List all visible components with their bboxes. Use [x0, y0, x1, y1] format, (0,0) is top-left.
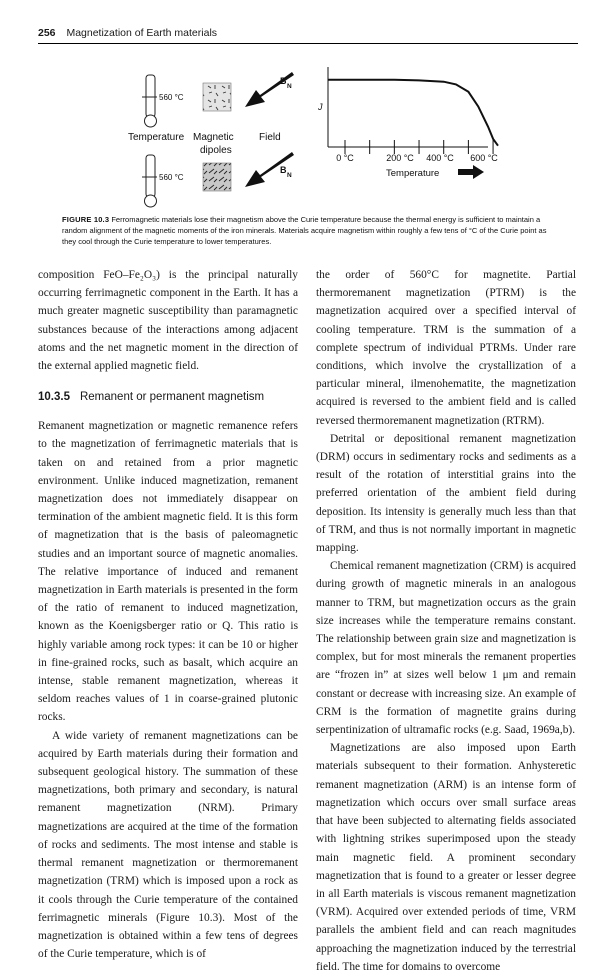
caption-label: FIGURE 10.3 [62, 215, 110, 224]
random-dipoles-icon [203, 83, 231, 111]
thermometer-top-label: 560 °C [159, 93, 184, 102]
curie-chart [317, 67, 498, 179]
running-title: Magnetization of Earth materials [66, 27, 218, 39]
paragraph: Chemical remanent magnetization (CRM) is acquired during growth of magnetic minerals in an analogous manner to TRM, but magnetization occurs as the grain size increases while the temperature remains constant. The relationship between grain size and magnetization is complex, but for most minerals the remanent properties are “frozen in” at sizes well below 1 μm and remain constant or decrease with increasing size. An example of CRM is the formation of magnetite grains during serpentinization of ultramafic rocks (e.g. Saad, 1969a,b). [316, 560, 576, 737]
section-number: 10.3.5 [38, 391, 70, 404]
right-column [316, 266, 576, 976]
col-label-dipoles: dipoles [200, 145, 232, 156]
field-label-top: B [280, 76, 287, 86]
col-label-field: Field [259, 132, 281, 143]
running-head [38, 27, 578, 43]
field-label-bottom: B [280, 165, 287, 175]
section-title: Remanent or permanent magnetism [79, 391, 265, 404]
paragraph: composition FeO–Fe₂O₃) is the principal naturally occurring ferrimagnetic component in the Earth. It has a much greater magnetic susceptibility than paramagnetic substances because of the interactions among adjacent atoms and the net magnetic moment in the direction of the external applied magnetic field. [38, 269, 298, 373]
left-column [38, 266, 298, 963]
paragraph: the order of 560°C for magnetite. Partial thermoremanent magnetization (PTRM) is the magnetization acquired over a specified interval of cooling temperature. TRM is the summation of a complete spectrum of individual PTRMs. Under rare conditions, which involve the crystallization of a particular mineral, ilmenohematite, the magnetization acquired is reversed to the ambient field and is called reversed thermoremanent magnetization (RTRM). [316, 269, 576, 427]
figure-10-3 [38, 55, 578, 210]
thermometer-bottom-icon [142, 155, 157, 207]
figure-caption [62, 214, 562, 247]
thermometer-top-icon [142, 75, 157, 127]
tick-label-600: 600 °C [470, 153, 498, 163]
thermometer-bottom-label: 560 °C [159, 173, 184, 182]
section-heading [38, 389, 298, 405]
tick-label-0: 0 °C [336, 153, 354, 163]
tick-label-400: 400 °C [426, 153, 454, 163]
header-rule [38, 43, 578, 44]
temperature-arrow-icon [458, 165, 484, 179]
paragraph: A wide variety of remanent magnetizations can be acquired by Earth materials during their formation and subsequent geological history. The summation of these magnetizations, both primary and secondary, is natural remanent magnetization (NRM). Primary magnetizations are acquired at the time of the formation of rocks and sediments. The most intense and stable is thermal remanent magnetization or thermoremanent magnetization (TRM) which is imposed upon a rock as it cools through the Curie temperature of the contained ferrimagnetic minerals (Figure 10.3). Most of the magnetization is obtained within a few tens of degrees of the Curie temperature, which is of [38, 729, 298, 961]
paragraph: Remanent magnetization or magnetic remanence refers to the magnetization of ferrimagnetic materials that is taken on and retained from a prior magnetic environment. Unlike induced magnetization, remanent magnetization does not immediately disappear on termination of the ambient magnetic field. It is this form of magnetization that is the basis of paleomagnetic studies and an important source of magnetic anomalies. The relative importance of induced and remanent magnetization in Earth materials is presented in the form of the ratio of remanent to induced magnetization, known as the Koenigsberger ratio or Q. This ratio is highly variable among rock types: it can be 10 or higher in fine-grained rocks, such as basalt, which acquire an intense, stable remanent magnetization, whereas it seldom reaches values of 1 in coarse-grained plutonic rocks. [38, 420, 298, 724]
page-number: 256 [38, 27, 56, 39]
magnetization-curve [328, 80, 498, 146]
caption-text: Ferromagnetic materials lose their magnetism above the Curie temperature because the thermal energy is sufficient to maintain a random alignment of the magnetic moments of the iron minerals. Materials acquire magnetism within roughly a few tens of °C of the Curie point as they cool through the Curie temperature to lower temperatures. [62, 215, 547, 246]
tick-label-200: 200 °C [386, 153, 414, 163]
field-arrow-bottom-icon [245, 152, 294, 187]
y-axis-label: J [318, 102, 323, 112]
aligned-dipoles-icon [203, 163, 231, 191]
paragraph: Magnetizations are also imposed upon Earth materials subsequent to their formation. Anhysteretic remanent magnetization (ARM) is an intense form of magnetization which occurs over small surface areas that have been subjected to alternating fields associated with lightning strikes superimposed upon the steady main magnetic field. A prominent secondary magnetization that is found to a greater or lesser degree in all Earth materials is viscous remanent magnetization (VRM). Acquired over extended periods of time, VRM parallels the ambient field and can reach magnitudes approaching the magnetization induced by the terrestrial field. The time for domains to overcome [316, 742, 576, 973]
col-label-magnetic: Magnetic [193, 132, 234, 143]
field-sub-top: N [287, 83, 292, 90]
col-label-temperature: Temperature [128, 132, 185, 143]
figure-svg [38, 55, 578, 210]
x-axis-label: Temperature [386, 168, 440, 179]
field-sub-bottom: N [287, 172, 292, 179]
paragraph: Detrital or depositional remanent magnetization (DRM) occurs in sedimentary rocks and sediments as a result of the rotation of interstitial grains into the preferred orientation of the ambient field during deposition. Its intensity is generally much less than that of TRM, and thus is not normally important in magnetic mapping. [316, 432, 576, 555]
